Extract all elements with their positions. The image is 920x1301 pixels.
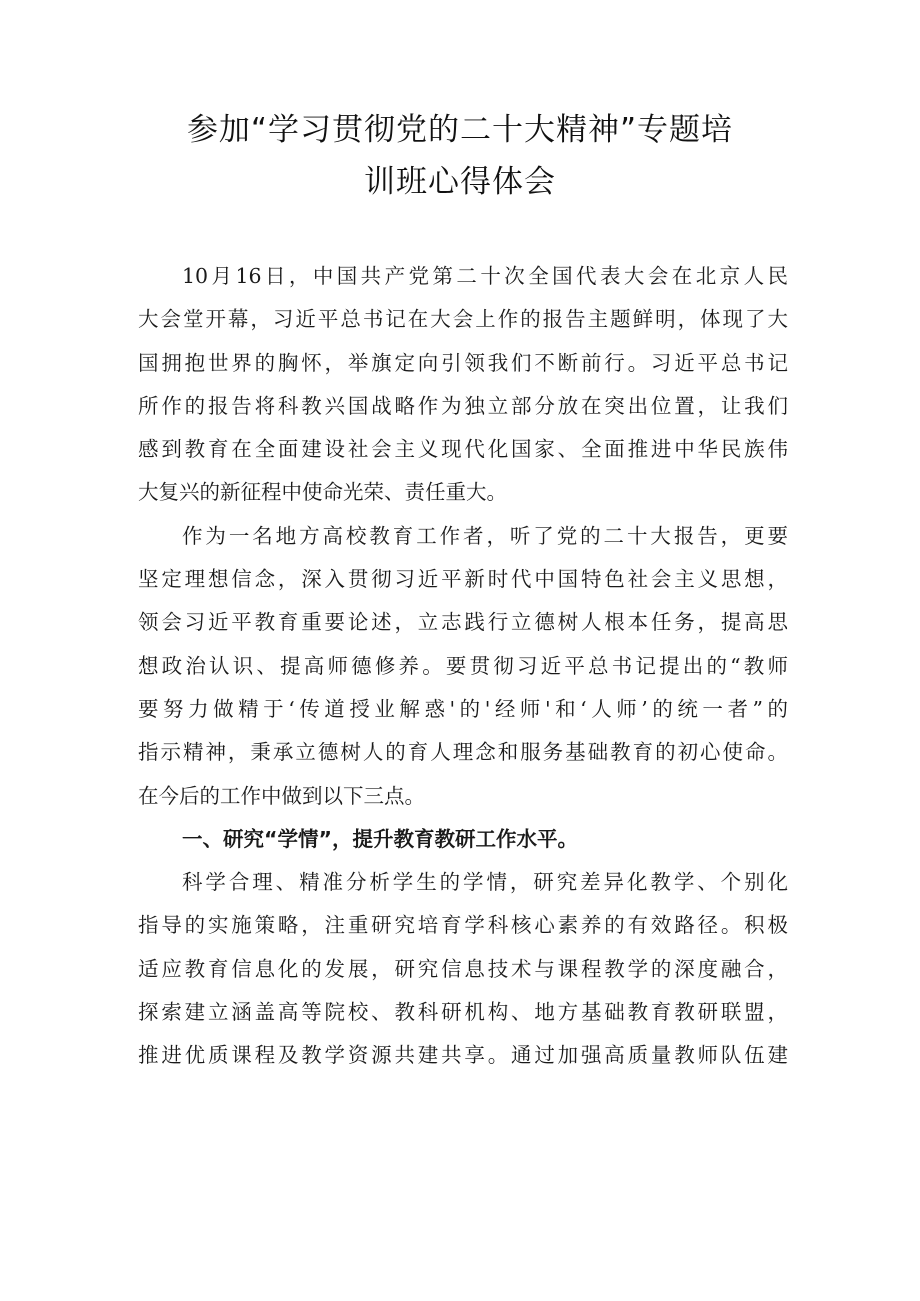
- section-heading: 一、研究“学情”，提升教育教研工作水平。: [182, 826, 578, 851]
- paragraph-3-line: 科学合理、精准分析学生的学情，研究差异化教学、个别化: [182, 870, 788, 895]
- paragraph-2-line: 作为一名地方高校教育工作者，听了党的二十大报告，更要: [182, 523, 788, 548]
- paragraph-1-line: 10月16日，中国共产党第二十次全国代表大会在北京人民: [182, 264, 788, 288]
- paragraph-1-line: 所作的报告将科教兴国战略作为独立部分放在突出位置，让我们: [138, 393, 788, 418]
- paragraph-3-line: 探索建立涵盖高等院校、教科研机构、地方基础教育教研联盟，: [138, 1000, 788, 1025]
- paragraph-1-line: 大复兴的新征程中使命光荣、责任重大。: [138, 480, 507, 505]
- paragraph-1-line: 国拥抱世界的胸怀，举旗定向引领我们不断前行。习近平总书记: [138, 350, 788, 375]
- title-line-1: 参加“学习贯彻党的二十大精神”专题培: [186, 112, 734, 148]
- paragraph-2-line: 想政治认识、提高师德修养。要贯彻习近平总书记提出的“教师: [138, 653, 788, 678]
- paragraph-1-line: 感到教育在全面建设社会主义现代化国家、全面推进中华民族伟: [138, 437, 788, 462]
- paragraph-1-line: 大会堂开幕，习近平总书记在大会上作的报告主题鲜明，体现了大: [138, 307, 788, 332]
- paragraph-2-line: 指示精神，秉承立德树人的育人理念和服务基础教育的初心使命。: [138, 740, 788, 765]
- paragraph-3-line: 推进优质课程及教学资源共建共享。通过加强高质量教师队伍建: [138, 1043, 788, 1068]
- paragraph-2-line: 领会习近平教育重要论述，立志践行立德树人根本任务，提高思: [138, 610, 788, 635]
- paragraph-2-line: 要努力做精于‘传道授业解惑'的'经师'和‘人师’的统一者”的: [138, 696, 788, 721]
- document-body: [138, 255, 788, 1078]
- paragraph-2-line: 在今后的工作中做到以下三点。: [138, 783, 425, 808]
- paragraph-2-line: 坚定理想信念，深入贯彻习近平新时代中国特色社会主义思想，: [138, 567, 788, 592]
- paragraph-3-line: 适应教育信息化的发展，研究信息技术与课程教学的深度融合，: [138, 956, 788, 981]
- title-line-2: 训班心得体会: [364, 164, 556, 200]
- paragraph-3-line: 指导的实施策略，注重研究培育学科核心素养的有效路径。积极: [138, 913, 788, 938]
- document-title: [80, 104, 840, 208]
